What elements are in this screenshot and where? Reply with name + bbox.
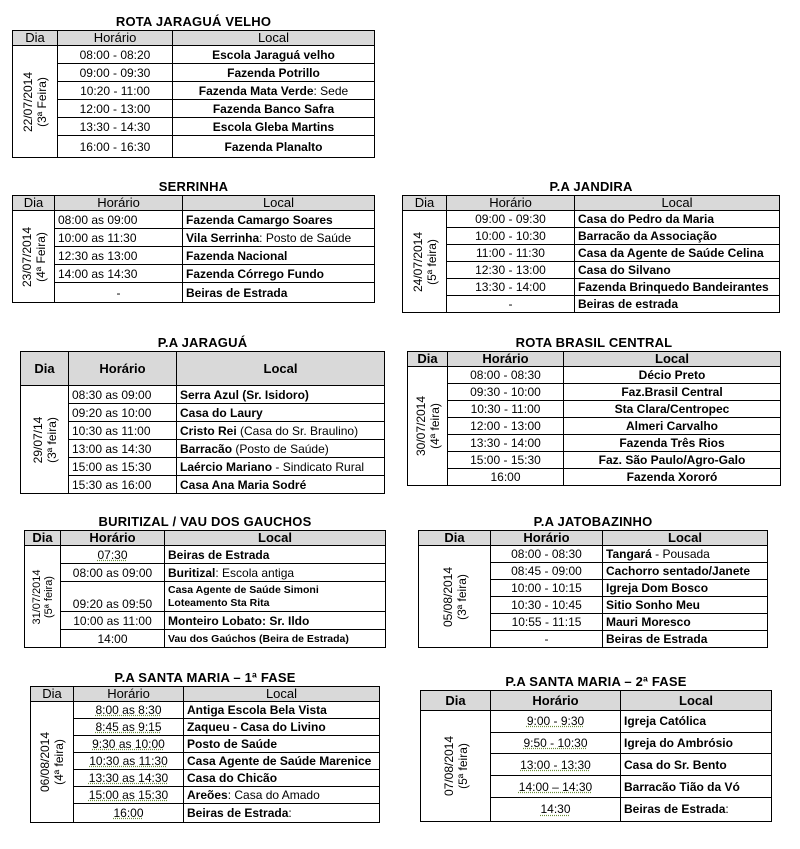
place-cell: Fazenda Xororó: [564, 469, 781, 486]
header-local: Local: [621, 691, 772, 711]
table-title: P.A JANDIRA: [549, 179, 633, 194]
date-cell: [13, 46, 58, 158]
header-horario: Horário: [74, 687, 184, 702]
header-dia: Dia: [419, 531, 491, 546]
date-cell: [13, 211, 55, 303]
date-cell: [421, 711, 491, 822]
header-dia: Dia: [25, 531, 61, 546]
time-cell: 09:20 as 10:00: [69, 404, 177, 422]
time-cell: 11:00 - 11:30: [447, 245, 575, 262]
schedule-buritizal: [24, 514, 386, 648]
place-cell: Zaqueu - Casa do Livino: [184, 719, 380, 736]
time-cell: 13:30 - 14:00: [448, 435, 564, 452]
place-cell: Beiras de Estrada: [603, 631, 768, 648]
place-cell: Antiga Escola Bela Vista: [184, 702, 380, 719]
date-text: 07/08/2014: [441, 735, 456, 797]
date-cell: [25, 546, 61, 648]
place-cell: Casa da Agente de Saúde Celina: [575, 245, 780, 262]
time-cell: 07:30: [61, 546, 165, 564]
time-cell: 14:00 – 14:30: [491, 776, 621, 798]
place-cell: Fazenda Córrego Fundo: [183, 265, 375, 283]
header-horario: Horário: [448, 352, 564, 367]
table-title: BURITIZAL / VAU DOS GAUCHOS: [98, 514, 312, 529]
time-cell: 08:00 - 08:20: [58, 46, 173, 64]
time-cell: 9:30 as 10:00: [74, 736, 184, 753]
date-text: 30/07/2014: [413, 395, 428, 457]
time-cell: -: [447, 296, 575, 313]
date-cell: [21, 386, 69, 494]
schedule-pa-jaragua: [20, 335, 385, 494]
place-cell: Cristo Rei (Casa do Sr. Braulino): [177, 422, 385, 440]
place-cell: Mauri Moresco: [603, 614, 768, 631]
date-text: 29/07/14: [30, 416, 45, 463]
time-cell: 16:00: [74, 804, 184, 823]
time-cell: 14:30: [491, 797, 621, 821]
time-cell: 12:00 - 13:00: [448, 418, 564, 435]
place-cell: Beiras de estrada: [575, 296, 780, 313]
time-cell: 09:30 - 10:00: [448, 384, 564, 401]
header-local: Local: [575, 196, 780, 211]
table-title: P.A JARAGUÁ: [157, 335, 248, 350]
schedule-table: [407, 351, 781, 486]
place-cell: Posto de Saúde: [184, 736, 380, 753]
time-cell: 10:55 - 11:15: [491, 614, 603, 631]
header-local: Local: [183, 196, 375, 211]
time-cell: 08:30 as 09:00: [69, 386, 177, 404]
place-cell: Igreja Católica: [621, 711, 772, 733]
weekday-text: (5ª feira): [424, 238, 439, 285]
table-title: P.A SANTA MARIA – 1ª FASE: [114, 670, 296, 685]
schedule-table: [12, 30, 375, 158]
schedule-table: [420, 690, 772, 822]
place-cell: Fazenda Potrillo: [173, 64, 375, 82]
place-cell: Tangará - Pousada: [603, 546, 768, 563]
place-cell: Laércio Mariano - Sindicato Rural: [177, 458, 385, 476]
time-cell: 10:00 - 10:15: [491, 580, 603, 597]
date-text: 05/08/2014: [440, 566, 455, 627]
date-text: 31/07/2014: [30, 568, 43, 625]
weekday-text: (3ª feira): [454, 573, 469, 620]
time-cell: 15:00 as 15:30: [69, 458, 177, 476]
time-cell: 13:30 as 14:30: [74, 770, 184, 787]
place-cell: Fazenda Nacional: [183, 247, 375, 265]
date-cell: [403, 211, 447, 313]
place-cell: Serra Azul (Sr. Isidoro): [177, 386, 385, 404]
schedule-rota-jaragua-velho: [12, 14, 375, 158]
place-cell: Barracão da Associação: [575, 228, 780, 245]
place-cell: Fazenda Camargo Soares: [183, 211, 375, 229]
place-cell: Igreja do Ambrósio: [621, 732, 772, 754]
schedule-serrinha: [12, 179, 375, 303]
header-dia: Dia: [31, 687, 74, 702]
weekday-text: (4ª Feira): [33, 231, 48, 282]
header-local: Local: [177, 352, 385, 386]
place-cell: Almeri Carvalho: [564, 418, 781, 435]
date-text: 24/07/2014: [410, 231, 425, 292]
place-cell: Barracão (Posto de Saúde): [177, 440, 385, 458]
header-local: Local: [184, 687, 380, 702]
time-cell: 08:00 as 09:00: [55, 211, 183, 229]
place-cell: Fazenda Três Rios: [564, 435, 781, 452]
schedule-table: [402, 195, 780, 313]
place-cell: Casa do Chicão: [184, 770, 380, 787]
header-dia: Dia: [403, 196, 447, 211]
date-text: 23/07/2014: [19, 226, 34, 287]
table-title: SERRINHA: [158, 179, 229, 194]
schedule-pa-jatobazinho: [418, 514, 768, 648]
date-cell: [408, 367, 448, 486]
place-cell: Beiras de Estrada: [183, 283, 375, 303]
time-cell: 10:30 - 10:45: [491, 597, 603, 614]
time-cell: 15:00 as 15:30: [74, 787, 184, 804]
time-cell: 8:00 as 8:30: [74, 702, 184, 719]
weekday-text: (3ª feira): [44, 416, 59, 463]
header-local: Local: [173, 31, 375, 46]
header-dia: Dia: [408, 352, 448, 367]
weekday-text: (5ª feira): [42, 575, 55, 618]
time-cell: 08:00 - 08:30: [491, 546, 603, 563]
time-cell: 08:00 - 08:30: [448, 367, 564, 384]
time-cell: 9:00 - 9:30: [491, 711, 621, 733]
time-cell: -: [491, 631, 603, 648]
time-cell: 14:00: [61, 630, 165, 648]
place-cell: Fazenda Planalto: [173, 136, 375, 158]
table-title: ROTA JARAGUÁ VELHO: [115, 14, 272, 29]
time-cell: 08:45 - 09:00: [491, 563, 603, 580]
place-cell: Casa do Pedro da Maria: [575, 211, 780, 228]
table-title: ROTA BRASIL CENTRAL: [515, 335, 673, 350]
time-cell: 15:30 as 16:00: [69, 476, 177, 494]
time-cell: 10:30 as 11:00: [69, 422, 177, 440]
place-cell: Areões: Casa do Amado: [184, 787, 380, 804]
time-cell: 10:00 as 11:30: [55, 229, 183, 247]
time-cell: 10:30 - 11:00: [448, 401, 564, 418]
schedule-table: [418, 530, 768, 648]
place-cell: Vila Serrinha: Posto de Saúde: [183, 229, 375, 247]
place-cell: Escola Jaraguá velho: [173, 46, 375, 64]
place-cell: Fazenda Banco Safra: [173, 100, 375, 118]
time-cell: 10:30 as 11:30: [74, 753, 184, 770]
date-text: 06/08/2014: [38, 731, 52, 793]
place-cell: Décio Preto: [564, 367, 781, 384]
time-cell: 8:45 as 9:15: [74, 719, 184, 736]
place-cell: Casa do Sr. Bento: [621, 754, 772, 776]
weekday-text: (4ª feira): [427, 403, 442, 449]
header-horario: Horário: [69, 352, 177, 386]
schedule-santa-maria-fase-2: [420, 674, 772, 822]
time-cell: 13:30 - 14:30: [58, 118, 173, 136]
header-dia: Dia: [21, 352, 69, 386]
header-dia: Dia: [421, 691, 491, 711]
place-cell: Monteiro Lobato: Sr. Ildo: [165, 612, 386, 630]
table-title: P.A JATOBAZINHO: [533, 514, 653, 529]
place-cell: Cachorro sentado/Janete: [603, 563, 768, 580]
header-local: Local: [165, 531, 386, 546]
time-cell: 09:00 - 09:30: [447, 211, 575, 228]
time-cell: 10:20 - 11:00: [58, 82, 173, 100]
place-cell: Casa Agente de Saúde Simoni Loteamento Sta Rita: [165, 582, 386, 612]
weekday-text: (3ª Feira): [35, 76, 49, 127]
schedule-table: [24, 530, 386, 648]
header-dia: Dia: [13, 196, 55, 211]
time-cell: 14:00 as 14:30: [55, 265, 183, 283]
schedule-table: [12, 195, 375, 303]
place-cell: Beiras de Estrada: [165, 546, 386, 564]
header-horario: Horário: [491, 691, 621, 711]
place-cell: Fazenda Brinquedo Bandeirantes: [575, 279, 780, 296]
place-cell: Casa Agente de Saúde Marenice: [184, 753, 380, 770]
time-cell: 13:00 as 14:30: [69, 440, 177, 458]
weekday-text: (4ª feira): [52, 739, 66, 785]
place-cell: Beiras de Estrada:: [621, 797, 772, 821]
time-cell: 09:00 - 09:30: [58, 64, 173, 82]
header-horario: Horário: [55, 196, 183, 211]
place-cell: Barracão Tião da Vó: [621, 776, 772, 798]
schedule-rota-brasil-central: [407, 335, 781, 486]
place-cell: Igreja Dom Bosco: [603, 580, 768, 597]
time-cell: 09:20 as 09:50: [61, 582, 165, 612]
date-cell: [31, 702, 74, 823]
place-cell: Escola Gleba Martins: [173, 118, 375, 136]
time-cell: 15:00 - 15:30: [448, 452, 564, 469]
place-cell: Casa Ana Maria Sodré: [177, 476, 385, 494]
time-cell: 12:00 - 13:00: [58, 100, 173, 118]
time-cell: -: [55, 283, 183, 303]
header-horario: Horário: [61, 531, 165, 546]
place-cell: Casa do Silvano: [575, 262, 780, 279]
header-dia: Dia: [13, 31, 58, 46]
time-cell: 16:00 - 16:30: [58, 136, 173, 158]
schedule-table: [20, 351, 385, 494]
time-cell: 16:00: [448, 469, 564, 486]
time-cell: 13:30 - 14:00: [447, 279, 575, 296]
header-horario: Horário: [447, 196, 575, 211]
place-cell: Faz. São Paulo/Agro-Galo: [564, 452, 781, 469]
time-cell: 9:50 - 10:30: [491, 732, 621, 754]
date-text: 22/07/2014: [21, 71, 35, 132]
place-cell: Beiras de Estrada:: [184, 804, 380, 823]
time-cell: 08:00 as 09:00: [61, 564, 165, 582]
place-cell: Buritizal: Escola antiga: [165, 564, 386, 582]
schedule-pa-jandira: [402, 179, 780, 313]
weekday-text: (5ª feira): [455, 743, 470, 789]
time-cell: 10:00 - 10:30: [447, 228, 575, 245]
place-cell: Faz.Brasil Central: [564, 384, 781, 401]
schedule-table: [30, 686, 380, 823]
date-cell: [419, 546, 491, 648]
time-cell: 10:00 as 11:00: [61, 612, 165, 630]
place-cell: Casa do Laury: [177, 404, 385, 422]
time-cell: 12:30 as 13:00: [55, 247, 183, 265]
table-title: P.A SANTA MARIA – 2ª FASE: [505, 674, 687, 689]
time-cell: 12:30 - 13:00: [447, 262, 575, 279]
time-cell: 13:00 - 13:30: [491, 754, 621, 776]
place-cell: Vau dos Gaúchos (Beira de Estrada): [165, 630, 386, 648]
place-cell: Fazenda Mata Verde: Sede: [173, 82, 375, 100]
header-local: Local: [564, 352, 781, 367]
place-cell: Sitio Sonho Meu: [603, 597, 768, 614]
header-horario: Horário: [491, 531, 603, 546]
header-local: Local: [603, 531, 768, 546]
header-horario: Horário: [58, 31, 173, 46]
schedule-santa-maria-fase-1: [30, 670, 380, 823]
place-cell: Sta Clara/Centropec: [564, 401, 781, 418]
